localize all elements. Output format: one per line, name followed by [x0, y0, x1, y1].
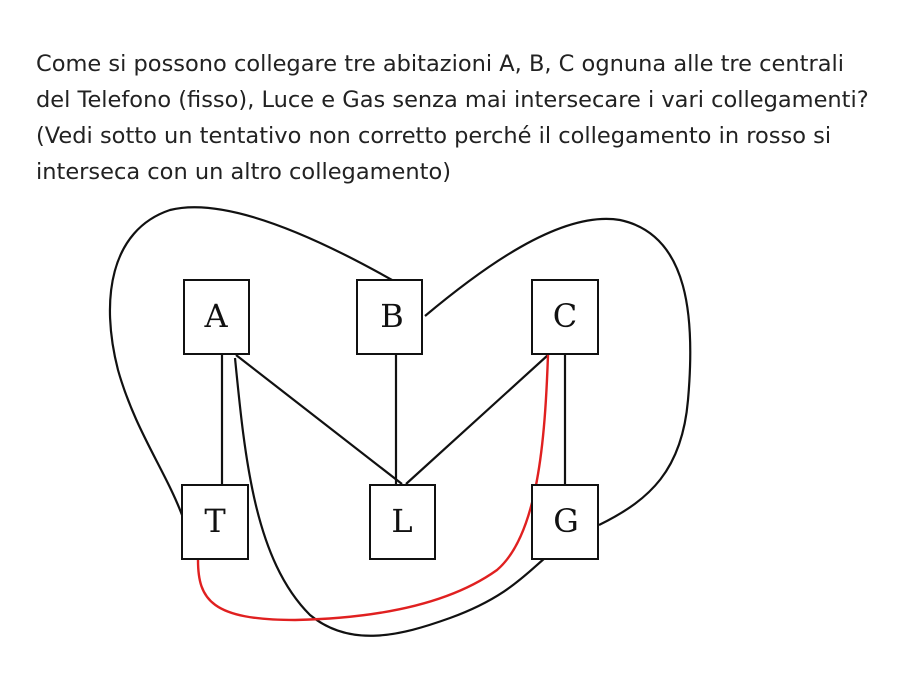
- node-g: [532, 485, 598, 559]
- node-t-label: T: [204, 502, 226, 540]
- node-b: [357, 280, 422, 354]
- node-c-label: C: [552, 297, 578, 335]
- node-c: [532, 280, 598, 354]
- node-a: [184, 280, 249, 354]
- node-l: [370, 485, 435, 559]
- problem-statement: Come si possono collegare tre abitazioni A, B, C ognuna alle tre centrali del Telefono (fisso), Luce e Gas senza mai intersecare i vari collegamenti? (Vedi sotto un tentativo non corretto perché il collegamento in rosso si interseca con un altro collegamento): [36, 51, 869, 185]
- node-b-label: B: [380, 297, 404, 335]
- node-t: [182, 485, 248, 559]
- edge-b-g-outer: [425, 219, 690, 525]
- node-g-label: G: [553, 502, 579, 540]
- node-l-label: L: [391, 502, 413, 540]
- edge-c-l: [406, 355, 548, 484]
- edge-b-t-outer: [110, 207, 392, 515]
- edge-a-l: [236, 355, 402, 484]
- node-a-label: A: [204, 297, 228, 335]
